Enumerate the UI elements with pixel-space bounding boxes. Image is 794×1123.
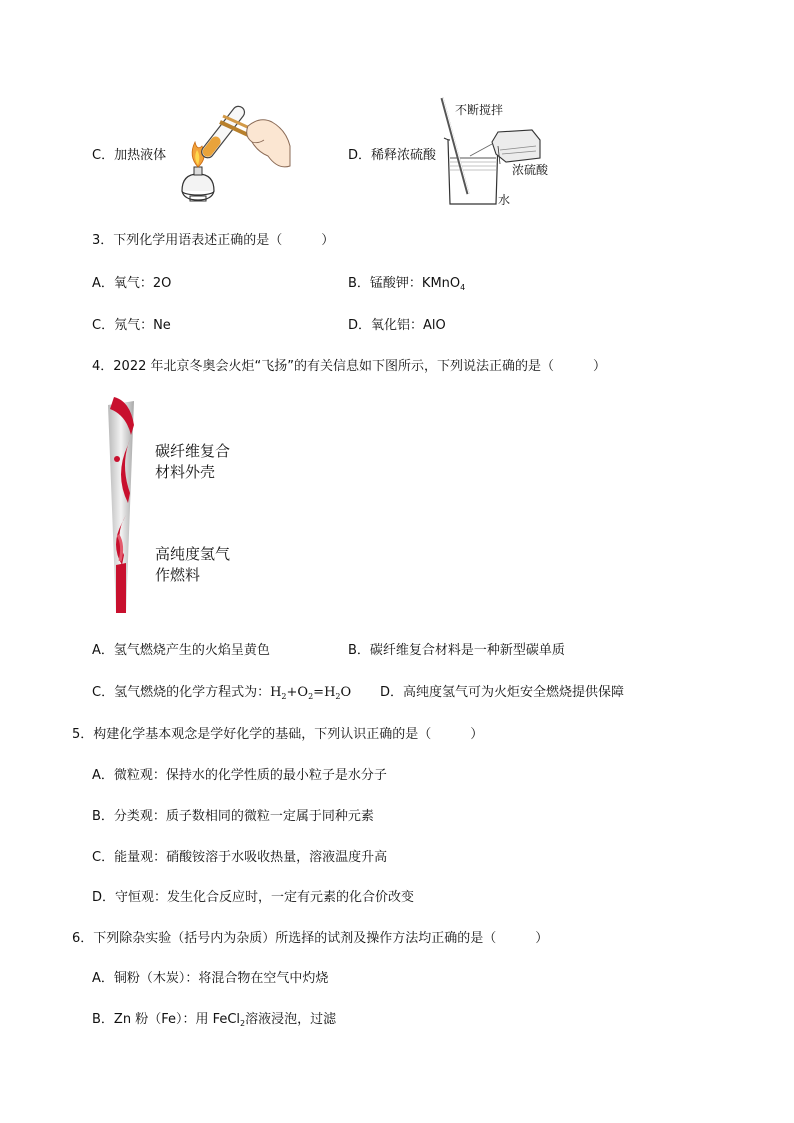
heating-liquid-illustration: [168, 96, 293, 211]
water-label: 水: [498, 193, 511, 207]
q3-option-c: C．氖气：Ne: [92, 318, 171, 333]
torch-fuel-label: 高纯度氢气 作燃料: [155, 545, 231, 584]
q6-stem: 6．下列除杂实验（括号内为杂质）所选择的试剂及操作方法均正确的是（ ）: [72, 931, 549, 946]
q6-option-a: A．铜粉（木炭）：将混合物在空气中灼烧: [92, 971, 329, 986]
q4-option-c: C．氢气燃烧的化学方程式为：$H_2+O_2=H_2O$: [92, 685, 352, 701]
q3-option-b: B．锰酸钾：KMnO$_4$: [348, 276, 466, 292]
q2-option-d: D．稀释浓硫酸: [348, 148, 437, 163]
q4-option-a: A．氢气燃烧产生的火焰呈黄色: [92, 643, 270, 658]
q6-option-b: B．Zn 粉（Fe）：用 FeCl$_2$溶液浸泡，过滤: [92, 1012, 337, 1028]
q3-option-a: A．氧气：2O: [92, 276, 172, 291]
torch-illustration: [100, 395, 150, 617]
q5-option-a: A．微粒观：保持水的化学性质的最小粒子是水分子: [92, 768, 387, 783]
q3-stem: 3．下列化学用语表述正确的是（ ）: [92, 233, 335, 248]
q4-option-b: B．碳纤维复合材料是一种新型碳单质: [348, 643, 565, 658]
hydrogen-equation: $H_2+O_2=H_2O$: [270, 685, 352, 701]
stir-label: 不断搅拌: [455, 103, 504, 117]
q5-option-d: D．守恒观：发生化合反应时，一定有元素的化合价改变: [92, 890, 415, 905]
q5-option-b: B．分类观：质子数相同的微粒一定属于同种元素: [92, 809, 374, 824]
acid-label: 浓硫酸: [512, 163, 549, 177]
q4-stem: 4．2022 年北京冬奥会火炬“飞扬”的有关信息如下图所示，下列说法正确的是（ ）: [92, 359, 606, 374]
q3-option-d: D．氧化铝：AlO: [348, 318, 446, 333]
q5-stem: 5．构建化学基本观念是学好化学的基础，下列认识正确的是（ ）: [72, 727, 484, 742]
q4-option-d: D．高纯度氢气可为火炬安全燃烧提供保障: [380, 685, 625, 700]
q5-option-c: C．能量观：硝酸铵溶于水吸收热量，溶液温度升高: [92, 850, 388, 865]
torch-shell-label: 碳纤维复合 材料外壳: [155, 442, 231, 481]
q2-option-c: C．加热液体: [92, 148, 167, 163]
